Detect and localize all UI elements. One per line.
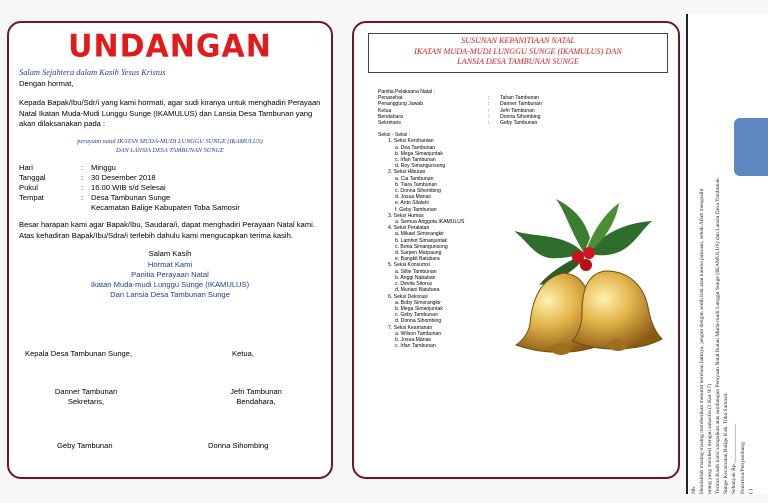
member-name: Donna Sihombing — [400, 318, 442, 325]
org-line-2: Dan Lansia Desa Tambunan Sunge — [110, 290, 230, 300]
section-number: 5. — [388, 262, 393, 269]
officer-name: Tahan Tambunan — [500, 95, 539, 102]
officer-role: Penasehat — [378, 95, 403, 102]
member-name: Lamhot Simanjuntak — [400, 237, 448, 244]
section-number: 1. — [388, 138, 393, 145]
respect-line: Dengan hormat, — [19, 79, 74, 89]
sign-right-bottom: Donna Sihombing — [208, 441, 269, 450]
member-name: Geby Tambunan — [399, 206, 437, 213]
event-line-1: perayaan natal IKATAN MUDA-MUDI LUNGGU SUNGE (IKAMULUS) — [77, 138, 263, 146]
invitation-page — [7, 21, 333, 479]
event-title — [19, 138, 321, 155]
member-name: Anto Silalahi — [400, 200, 429, 207]
receipt-text — [690, 14, 755, 494]
detail-key: Tempat — [19, 193, 44, 203]
section-number: 4. — [388, 225, 393, 232]
section-number: 6. — [388, 293, 393, 300]
section-member: d. Sarpen Marpaung — [395, 250, 442, 257]
detail-value: Desa Tambunan Sunge — [91, 193, 171, 203]
receipt-line-5: Sebanyak Rp.______________ — [731, 423, 738, 494]
detail-key: Hari — [19, 163, 33, 173]
section-member: b. Josua Manao — [395, 336, 432, 343]
member-name: Tiara Tambunan — [400, 181, 438, 188]
section-number: 3. — [388, 212, 393, 219]
officer-name: Danner Tambunan — [500, 101, 542, 108]
secretary-name: Danner Tambunan — [54, 387, 118, 396]
member-name: Mikael Simorangkir — [400, 231, 444, 238]
section-number: 7. — [388, 324, 393, 331]
member-name: Muriani Batubara — [400, 287, 440, 294]
officer-row: Sekretaris : Geby Tambunan — [378, 120, 538, 127]
sign-right-role: Ketua, — [232, 349, 254, 358]
member-name: Bangkit Batubara — [400, 256, 440, 263]
section-member: a. Semua Anggota IKAMULUS — [395, 219, 465, 226]
receipt-label: Nb. — [691, 485, 697, 494]
detail-value: Minggu — [91, 163, 116, 173]
section-member: d. Muriani Batubara — [395, 287, 440, 294]
sign-left-role: Kepala Desa Tambunan Sunge, — [25, 349, 133, 358]
hope-paragraph: Besar harapan kami agar Bapak/Ibu, Saudara/i, dapat menghadiri Perayaan Natal kami. — [19, 220, 315, 230]
pelaksana-label: Panitia Pelaksana Natal : — [378, 89, 435, 95]
member-name: Irfan Tambunan — [400, 157, 436, 164]
officer-name: Geby Tambunan — [500, 120, 538, 127]
officer-role: Bendahara — [378, 113, 403, 120]
member-name: Wilson Tambunan — [400, 330, 442, 337]
christmas-bells-image — [494, 193, 674, 363]
section-member: f. Geby Tambunan — [395, 206, 437, 213]
section-name: Seksi Konsumsi — [393, 262, 430, 269]
secretary-role: Sekretaris, — [67, 397, 105, 407]
member-name: Bona Simangunsong — [400, 243, 448, 250]
event-details — [19, 163, 240, 213]
section-member: e. Bangkit Batubara — [395, 256, 440, 263]
receipt-line-4: Sunge Kecamatan Balige Kab. Toba Samosir. — [723, 392, 730, 494]
officer-row: Penanggung Jawab : Danner Tambunan — [378, 101, 542, 108]
member-name: Irfan Tambunan — [400, 343, 436, 350]
member-name: Sarpen Marpaung — [400, 250, 442, 257]
section-member: d. Roy Simangunsong — [395, 163, 446, 170]
member-name: Dea Tambunan — [400, 144, 436, 151]
receipt-line-1: Hendaklah masing-masing memberikan menurut kerelaan hatinya, jangan dengan sedih hati atau karena paksaan, sebab Allah mengasihi — [699, 188, 706, 494]
section-member: d. Josua Manao — [395, 194, 432, 201]
section-member: a. Wilson Tambunan — [395, 330, 442, 337]
org-line-1: Ikatan Muda-mudi Lunggu Sunge (IKAMULUS) — [90, 280, 250, 290]
officer-name: Donna Sihombing — [500, 113, 541, 120]
member-name: Geby Tambunan — [400, 312, 438, 319]
committee-header-3: LANSIA DESA TAMBUNAN SUNGE — [457, 57, 579, 66]
section-member: e. Anto Silalahi — [395, 200, 429, 207]
receipt-line-3: Terima Kasih kami sampaikan atas sumbangan Perayaan Natal Ikatan Muda-mudi Lunggu Sunge (IKAMULUS) dan Lansia Desa Tambunan — [715, 178, 722, 494]
section-name: Seksi Kerohanian — [393, 138, 434, 145]
treasurer-role: Bendahara, — [236, 397, 276, 407]
member-name: Mega Simanjuntak — [400, 305, 443, 312]
receipt-line-2: orang yang memberi dengan sukacita (2 Kor 9:7) — [707, 383, 714, 494]
holly-leaves — [514, 199, 652, 285]
officer-role: Sekretaris — [378, 120, 401, 127]
detail-row: Hari : Minggu — [19, 163, 240, 173]
strip-border — [686, 14, 688, 494]
intro-paragraph: Kepada Bapak/Ibu/Sdr/i yang kami hormati, agar sudi kiranya untuk menghadiri Perayaan Natal Ikatan Muda-Mudi Lunggu Sunge (IKAMULUS) dan Lansia Desa Tambunan yang akan dilaksanakan pada : — [19, 98, 321, 128]
section-member: a. Sillie Tambunan — [395, 268, 437, 275]
committee-page — [352, 21, 680, 479]
thanks-paragraph: Atas kehadiran Bapak/Ibu/Sdra/i terlebih dahulu kami mengucapkan terima kasih. — [19, 231, 293, 241]
member-name: Boby Simorangkir — [400, 299, 441, 306]
seksi-label: Seksi - Seksi : — [378, 132, 411, 139]
detail-row: Tempat : Desa Tambunan Sunge — [19, 193, 240, 203]
member-name: Josua Manao — [400, 336, 432, 343]
officer-role: Ketua — [378, 107, 392, 114]
invitation-title: UNDANGAN — [68, 28, 272, 65]
committee-header-2: IKATAN MUDA-MUDI LUNGGU SUNGE (IKAMULUS) DAN — [414, 46, 622, 56]
member-name: Devita Sitorus — [400, 281, 433, 288]
section-member: c. Irfan Tambunan — [395, 157, 436, 164]
section-number: 2. — [388, 169, 393, 176]
hormat-line: Hormat Kami — [147, 259, 193, 269]
detail-row: Tanggal : 30 Desember 2018 — [19, 173, 240, 183]
section-name: Seksi Humas — [393, 212, 424, 219]
officer-name: Jefri Tambunan — [500, 107, 535, 114]
sign-left-bottom: Geby Tambunan — [57, 441, 113, 450]
member-name: Donna Sihombing — [400, 188, 441, 195]
section-member: c. Irfan Tambunan — [395, 343, 436, 350]
officer-role: Penanggung Jawab — [378, 101, 424, 108]
section-member: c. Donna Sihombing — [395, 188, 441, 195]
section-name: Seksi Peralatan — [393, 225, 430, 232]
receipt-line-7: ( ) — [747, 488, 754, 494]
thumbnail-block — [734, 118, 768, 176]
member-name: Sillie Tambunan — [400, 268, 437, 275]
detail-row — [19, 203, 240, 213]
donation-receipt-strip — [686, 14, 768, 494]
member-name: Cia Tambunan — [400, 175, 434, 182]
section-member: a. Cia Tambunan — [395, 175, 434, 182]
section-member: b. Anggi Nababan — [395, 274, 436, 281]
receipt-line-6: Penerima/Penyumbang — [739, 442, 746, 494]
place-line-2: Kecamatan Balige Kabupaten Toba Samosir — [91, 203, 240, 213]
closing-block — [19, 249, 321, 300]
officer-row: Penasehat : Tahan Tambunan — [378, 95, 539, 102]
section-member: d. Donna Sihombing — [395, 318, 442, 325]
officers-list — [378, 95, 598, 126]
section-member: b. Lamhot Simanjuntak — [395, 237, 448, 244]
committee-header-1: SUSUNAN KEPANITIAAN NATAL — [460, 36, 576, 45]
committee-header-box — [368, 33, 668, 73]
section-member: c. Geby Tambunan — [395, 312, 438, 319]
section-member: a. Boby Simorangkir — [395, 299, 441, 306]
section-member: a. Dea Tambunan — [395, 144, 436, 151]
detail-value: 16.00 WIB s/d Selesai — [91, 183, 166, 193]
officer-row: Ketua : Jefri Tambunan — [378, 107, 535, 114]
section-name: Seksi Dekorasi — [393, 293, 428, 300]
section-member: b. Mega Simanjuntak — [395, 150, 443, 157]
committee-line: Panitia Perayaan Natal — [131, 269, 209, 279]
closing-line: Salam Kasih — [148, 249, 192, 259]
sign-left-middle — [31, 387, 141, 407]
member-name: Semua Anggota IKAMULUS — [400, 219, 465, 226]
member-name: Anggi Nababan — [400, 274, 436, 281]
section-member: b. Tiara Tambunan — [395, 181, 438, 188]
sign-right-middle — [201, 387, 311, 407]
detail-row: Pukul : 16.00 WIB s/d Selesai — [19, 183, 240, 193]
section-name: Seksi Hiburan — [393, 169, 426, 176]
section-name: Seksi Keamanan — [393, 324, 433, 331]
greeting: Salam Sejahtera dalam Kasih Yesus Kristus — [19, 68, 166, 77]
detail-value: 30 Desember 2018 — [91, 173, 156, 183]
event-line-2: DAN LANSIA DESA TAMBUNAN SUNGE — [116, 146, 224, 154]
detail-key: Tanggal — [19, 173, 46, 183]
member-name: Mega Simanjuntak — [400, 150, 443, 157]
section-member: c. Devita Sitorus — [395, 281, 433, 288]
member-name: Roy Simangunsong — [400, 163, 446, 170]
treasurer-name: Jefri Tambunan — [230, 387, 282, 396]
section-member: b. Mega Simanjuntak — [395, 305, 443, 312]
bell-right — [572, 271, 662, 351]
section-member: c. Bona Simangunsong — [395, 243, 448, 250]
detail-key: Pukul — [19, 183, 38, 193]
member-name: Josua Manao — [400, 194, 432, 201]
officer-row: Bendahara : Donna Sihombing — [378, 113, 541, 120]
section-member: a. Mikael Simorangkir — [395, 231, 444, 238]
